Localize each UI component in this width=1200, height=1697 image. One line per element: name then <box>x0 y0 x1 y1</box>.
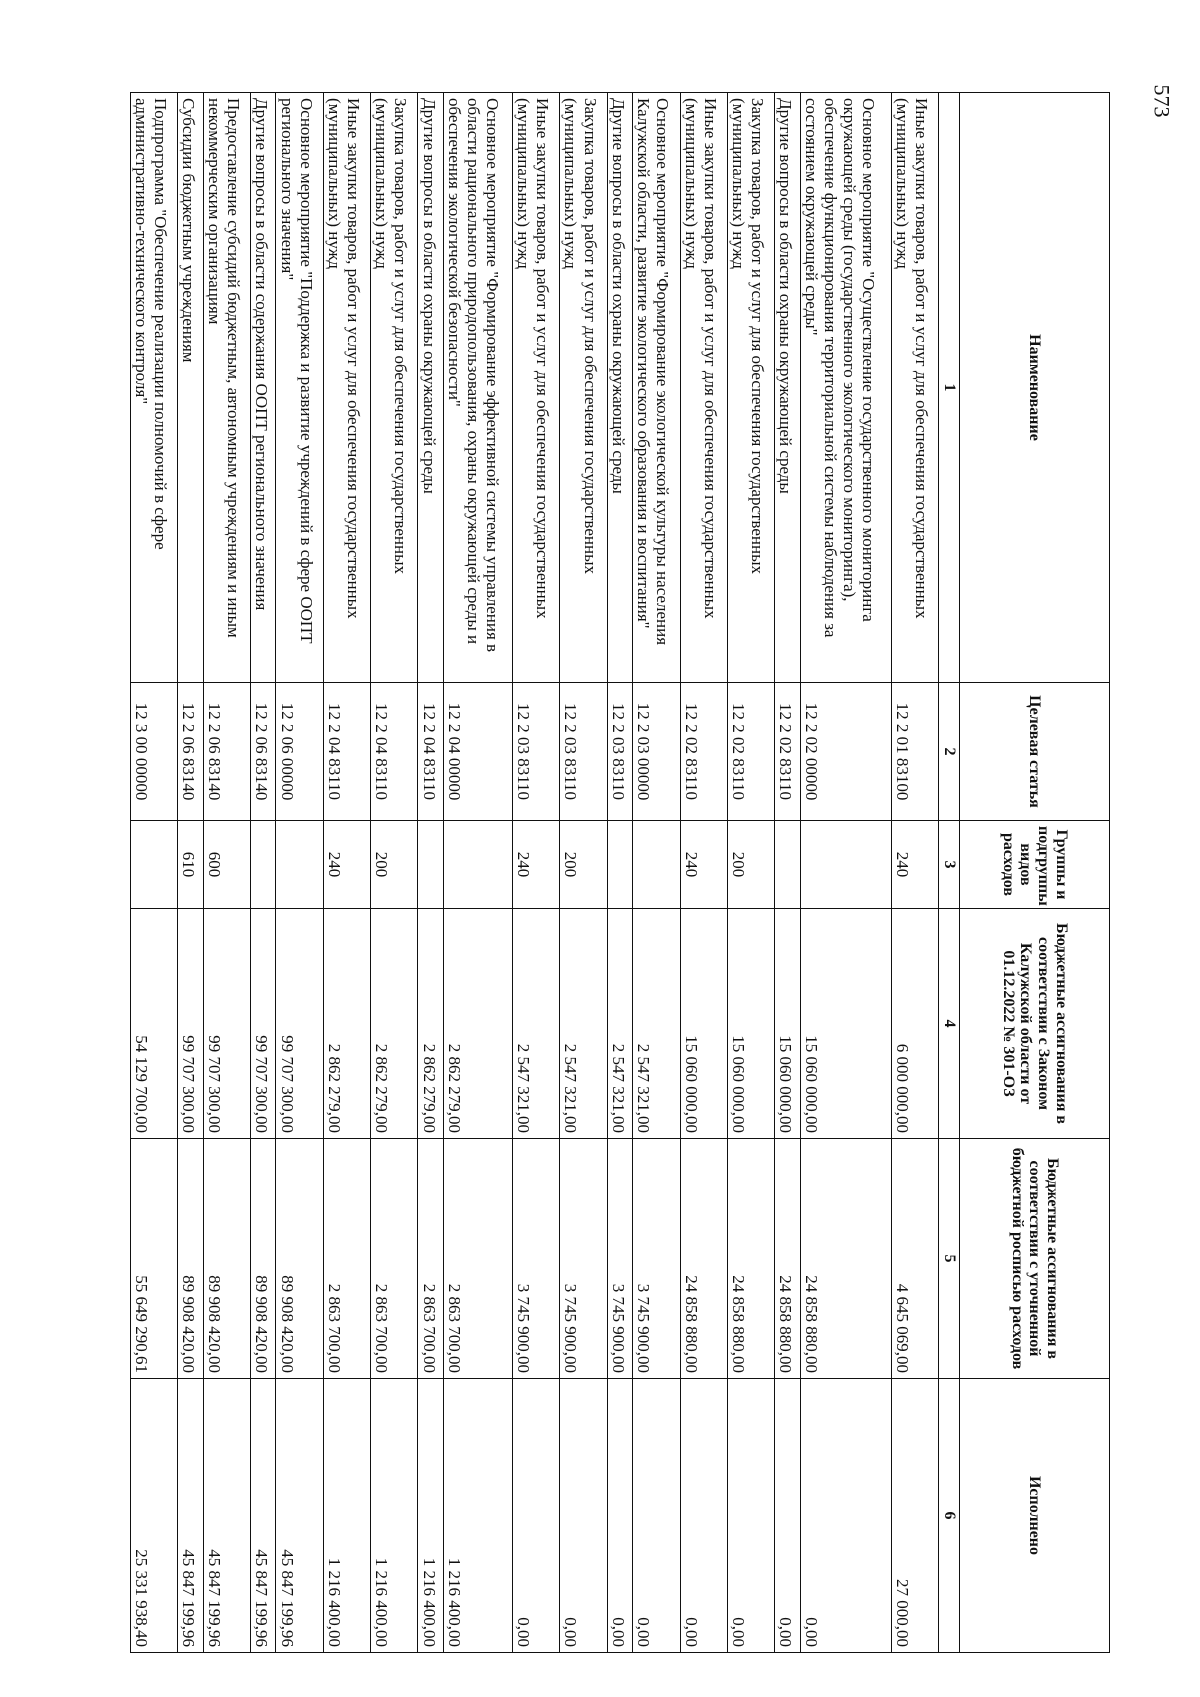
header-row <box>960 93 1110 1653</box>
row-expense-group: 200 <box>371 821 418 909</box>
row-plan-amount: 3 745 900,00 <box>560 1139 607 1379</box>
row-law-amount: 99 707 300,00 <box>251 909 276 1139</box>
budget-table <box>130 92 1110 1653</box>
row-target-article: 12 2 03 00000 <box>633 683 680 821</box>
row-law-amount: 2 547 321,00 <box>633 909 680 1139</box>
row-expense-group <box>800 821 891 909</box>
row-expense-group <box>775 821 800 909</box>
row-target-article: 12 2 03 83110 <box>560 683 607 821</box>
table-row <box>371 93 418 1653</box>
table-row <box>607 93 632 1653</box>
row-plan-amount: 24 858 880,00 <box>727 1139 774 1379</box>
row-target-article: 12 2 04 83110 <box>418 683 443 821</box>
row-executed-amount: 0,00 <box>633 1379 680 1653</box>
row-name: Закупка товаров, работ и услуг для обеспечения государственных (муниципальных) нужд <box>560 93 607 683</box>
row-executed-amount: 45 847 199,96 <box>251 1379 276 1653</box>
row-plan-amount: 89 908 420,00 <box>251 1139 276 1379</box>
row-name: Иные закупки товаров, работ и услуг для обеспечения государственных (муниципальных) нужд <box>323 93 370 683</box>
row-target-article: 12 2 06 83140 <box>178 683 203 821</box>
row-name: Основное мероприятие "Осуществление государственного мониторинга окружающей среды (государственного экологического мониторинга), обеспечение функционирования территориальной системы наблюдения за состоянием окружающей среды" <box>800 93 891 683</box>
row-expense-group: 240 <box>323 821 370 909</box>
row-executed-amount: 0,00 <box>680 1379 727 1653</box>
row-law-amount: 15 060 000,00 <box>800 909 891 1139</box>
table-row <box>323 93 370 1653</box>
row-law-amount: 15 060 000,00 <box>680 909 727 1139</box>
row-plan-amount: 2 863 700,00 <box>443 1139 512 1379</box>
row-expense-group: 240 <box>680 821 727 909</box>
row-expense-group: 610 <box>178 821 203 909</box>
row-plan-amount: 89 908 420,00 <box>178 1139 203 1379</box>
row-expense-group: 200 <box>727 821 774 909</box>
row-executed-amount: 0,00 <box>775 1379 800 1653</box>
page-number: 573 <box>1149 84 1175 118</box>
column-number: 5 <box>939 1139 960 1379</box>
row-name: Другие вопросы в области содержания ООПТ регионального значения <box>251 93 276 683</box>
table-row <box>418 93 443 1653</box>
row-expense-group <box>443 821 512 909</box>
table-row <box>178 93 203 1653</box>
row-law-amount: 2 547 321,00 <box>560 909 607 1139</box>
row-plan-amount: 3 745 900,00 <box>633 1139 680 1379</box>
row-name: Субсидии бюджетным учреждениям <box>178 93 203 683</box>
row-plan-amount: 24 858 880,00 <box>775 1139 800 1379</box>
row-law-amount: 2 547 321,00 <box>513 909 560 1139</box>
table-row <box>633 93 680 1653</box>
row-law-amount: 99 707 300,00 <box>276 909 323 1139</box>
header-name: Наименование <box>960 93 1110 683</box>
table-row <box>891 93 938 1653</box>
row-executed-amount: 45 847 199,96 <box>203 1379 250 1653</box>
table-row <box>560 93 607 1653</box>
row-name: Другие вопросы в области охраны окружающей среды <box>418 93 443 683</box>
row-target-article: 12 2 03 83110 <box>513 683 560 821</box>
table-row <box>443 93 512 1653</box>
row-executed-amount: 1 216 400,00 <box>371 1379 418 1653</box>
row-name: Основное мероприятие "Формирование эффективной системы управления в области рационального природопользования, охраны окружающей среды и обеспечения экологической безопасности" <box>443 93 512 683</box>
row-law-amount: 15 060 000,00 <box>775 909 800 1139</box>
column-number: 3 <box>939 821 960 909</box>
table-row <box>203 93 250 1653</box>
row-name: Предоставление субсидий бюджетным, автономным учреждениям и иным некоммерческим организациям <box>203 93 250 683</box>
row-plan-amount: 2 863 700,00 <box>323 1139 370 1379</box>
row-target-article: 12 2 02 83110 <box>727 683 774 821</box>
column-number: 4 <box>939 909 960 1139</box>
row-expense-group <box>607 821 632 909</box>
row-plan-amount: 55 649 290,61 <box>131 1139 178 1379</box>
row-name: Иные закупки товаров, работ и услуг для обеспечения государственных (муниципальных) нужд <box>891 93 938 683</box>
table-row <box>276 93 323 1653</box>
row-plan-amount: 89 908 420,00 <box>276 1139 323 1379</box>
row-target-article: 12 3 00 00000 <box>131 683 178 821</box>
table-row <box>251 93 276 1653</box>
header-executed: Исполнено <box>960 1379 1110 1653</box>
row-plan-amount: 2 863 700,00 <box>418 1139 443 1379</box>
row-executed-amount: 0,00 <box>607 1379 632 1653</box>
table-row <box>727 93 774 1653</box>
row-executed-amount: 1 216 400,00 <box>418 1379 443 1653</box>
table-row <box>680 93 727 1653</box>
row-expense-group: 240 <box>891 821 938 909</box>
row-executed-amount: 0,00 <box>800 1379 891 1653</box>
row-executed-amount: 1 216 400,00 <box>443 1379 512 1653</box>
row-executed-amount: 1 216 400,00 <box>323 1379 370 1653</box>
row-law-amount: 15 060 000,00 <box>727 909 774 1139</box>
table-row <box>513 93 560 1653</box>
row-plan-amount: 24 858 880,00 <box>680 1139 727 1379</box>
row-executed-amount: 0,00 <box>560 1379 607 1653</box>
row-law-amount: 2 862 279,00 <box>323 909 370 1139</box>
row-law-amount: 2 547 321,00 <box>607 909 632 1139</box>
row-executed-amount: 25 331 938,40 <box>131 1379 178 1653</box>
column-number: 2 <box>939 683 960 821</box>
table-row <box>775 93 800 1653</box>
row-law-amount: 2 862 279,00 <box>371 909 418 1139</box>
row-target-article: 12 2 04 00000 <box>443 683 512 821</box>
column-number: 6 <box>939 1379 960 1653</box>
row-plan-amount: 4 645 069,00 <box>891 1139 938 1379</box>
row-target-article: 12 2 02 00000 <box>800 683 891 821</box>
row-executed-amount: 45 847 199,96 <box>276 1379 323 1653</box>
row-expense-group <box>276 821 323 909</box>
row-law-amount: 2 862 279,00 <box>418 909 443 1139</box>
row-plan-amount: 2 863 700,00 <box>371 1139 418 1379</box>
row-name: Закупка товаров, работ и услуг для обеспечения государственных (муниципальных) нужд <box>727 93 774 683</box>
column-number-row <box>939 93 960 1653</box>
row-plan-amount: 3 745 900,00 <box>513 1139 560 1379</box>
header-law-allocations: Бюджетные ассигнования в соответствии с Законом Калужской области от 01.12.2022 № 301-ОЗ <box>960 909 1110 1139</box>
column-number: 1 <box>939 93 960 683</box>
row-law-amount: 99 707 300,00 <box>203 909 250 1139</box>
header-expense-groups: Группы и подгруппы видов расходов <box>960 821 1110 909</box>
row-target-article: 12 2 01 83100 <box>891 683 938 821</box>
table-row <box>800 93 891 1653</box>
row-expense-group: 240 <box>513 821 560 909</box>
row-target-article: 12 2 06 83140 <box>203 683 250 821</box>
row-law-amount: 2 862 279,00 <box>443 909 512 1139</box>
row-plan-amount: 3 745 900,00 <box>607 1139 632 1379</box>
row-plan-amount: 89 908 420,00 <box>203 1139 250 1379</box>
row-target-article: 12 2 06 00000 <box>276 683 323 821</box>
row-target-article: 12 2 03 83110 <box>607 683 632 821</box>
row-name: Другие вопросы в области охраны окружающей среды <box>607 93 632 683</box>
row-target-article: 12 2 04 83110 <box>371 683 418 821</box>
row-name: Основное мероприятие "Поддержка и развитие учреждений в сфере ООПТ регионального значения" <box>276 93 323 683</box>
row-name: Иные закупки товаров, работ и услуг для обеспечения государственных (муниципальных) нужд <box>680 93 727 683</box>
row-target-article: 12 2 02 83110 <box>775 683 800 821</box>
row-target-article: 12 2 04 83110 <box>323 683 370 821</box>
row-executed-amount: 0,00 <box>513 1379 560 1653</box>
row-executed-amount: 45 847 199,96 <box>178 1379 203 1653</box>
row-name: Основное мероприятие "Формирование экологической культуры населения Калужской области, развитие экологического образования и воспитания" <box>633 93 680 683</box>
row-name: Подпрограмма "Обеспечение реализации полномочий в сфере административно-технического контроля" <box>131 93 178 683</box>
row-name: Иные закупки товаров, работ и услуг для обеспечения государственных (муниципальных) нужд <box>513 93 560 683</box>
row-expense-group <box>251 821 276 909</box>
row-target-article: 12 2 06 83140 <box>251 683 276 821</box>
row-target-article: 12 2 02 83110 <box>680 683 727 821</box>
row-expense-group: 600 <box>203 821 250 909</box>
row-law-amount: 6 000 000,00 <box>891 909 938 1139</box>
row-executed-amount: 27 000,00 <box>891 1379 938 1653</box>
row-plan-amount: 24 858 880,00 <box>800 1139 891 1379</box>
row-law-amount: 54 129 700,00 <box>131 909 178 1139</box>
row-law-amount: 99 707 300,00 <box>178 909 203 1139</box>
rotated-table-container <box>130 92 1110 1652</box>
header-target-article: Целевая статья <box>960 683 1110 821</box>
table-row <box>131 93 178 1653</box>
row-expense-group: 200 <box>560 821 607 909</box>
row-expense-group <box>633 821 680 909</box>
row-name: Другие вопросы в области охраны окружающей среды <box>775 93 800 683</box>
row-name: Закупка товаров, работ и услуг для обеспечения государственных (муниципальных) нужд <box>371 93 418 683</box>
row-executed-amount: 0,00 <box>727 1379 774 1653</box>
row-expense-group <box>418 821 443 909</box>
header-plan-allocations: Бюджетные ассигнования в соответствии с уточненной бюджетной росписью расходов <box>960 1139 1110 1379</box>
row-expense-group <box>131 821 178 909</box>
